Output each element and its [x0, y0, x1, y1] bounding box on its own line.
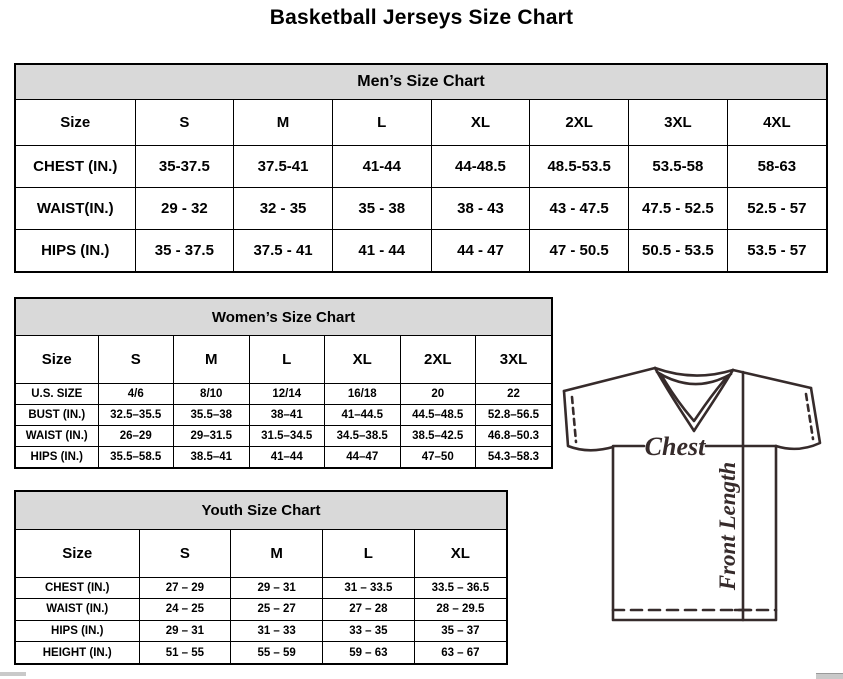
- size-cell: 25 – 27: [231, 599, 323, 621]
- size-cell: 59 – 63: [323, 642, 415, 664]
- size-cell: 29 – 31: [231, 577, 323, 599]
- size-cell: 35.5–38: [174, 404, 250, 425]
- mens-size-table: [16, 100, 826, 271]
- table-row: [16, 404, 551, 425]
- column-header: S: [139, 530, 231, 577]
- size-cell: 20: [400, 383, 476, 404]
- youth-chart-title: Youth Size Chart: [16, 492, 506, 530]
- column-header: XL: [431, 100, 530, 145]
- column-header: S: [98, 336, 174, 383]
- size-cell: 47.5 - 52.5: [629, 187, 728, 229]
- size-cell: 31 – 33.5: [323, 577, 415, 599]
- table-row: [16, 425, 551, 446]
- row-label: WAIST (IN.): [16, 425, 98, 446]
- table-row: [16, 187, 826, 229]
- size-cell: 35.5–58.5: [98, 446, 174, 467]
- column-header: S: [135, 100, 234, 145]
- chest-label: Chest: [644, 432, 706, 461]
- column-header: Size: [16, 336, 98, 383]
- size-cell: 37.5 - 41: [234, 229, 333, 271]
- column-header: M: [174, 336, 250, 383]
- column-header: L: [249, 336, 325, 383]
- size-cell: 48.5-53.5: [530, 145, 629, 187]
- table-row: [16, 229, 826, 271]
- size-cell: 44 - 47: [431, 229, 530, 271]
- size-cell: 32 - 35: [234, 187, 333, 229]
- size-cell: 27 – 29: [139, 577, 231, 599]
- size-cell: 33.5 – 36.5: [414, 577, 506, 599]
- table-row: [16, 577, 506, 599]
- table-row: [16, 145, 826, 187]
- row-label: U.S. SIZE: [16, 383, 98, 404]
- size-cell: 27 – 28: [323, 599, 415, 621]
- size-cell: 44-48.5: [431, 145, 530, 187]
- size-cell: 22: [476, 383, 552, 404]
- size-cell: 38 - 43: [431, 187, 530, 229]
- column-header-row: [16, 336, 551, 383]
- size-cell: 31 – 33: [231, 620, 323, 642]
- size-cell: 35 – 37: [414, 620, 506, 642]
- size-cell: 63 – 67: [414, 642, 506, 664]
- mens-size-chart: [14, 63, 828, 273]
- column-header-row: [16, 530, 506, 577]
- size-cell: 44.5–48.5: [400, 404, 476, 425]
- size-cell: 50.5 - 53.5: [629, 229, 728, 271]
- row-label: HIPS (IN.): [16, 620, 139, 642]
- row-label: HIPS (IN.): [16, 229, 135, 271]
- jersey-icon: [558, 358, 840, 628]
- mens-chart-title: Men’s Size Chart: [16, 65, 826, 100]
- size-cell: 35 - 37.5: [135, 229, 234, 271]
- size-cell: 41–44.5: [325, 404, 401, 425]
- size-cell: 53.5 - 57: [727, 229, 826, 271]
- size-cell: 31.5–34.5: [249, 425, 325, 446]
- size-cell: 4/6: [98, 383, 174, 404]
- size-cell: 12/14: [249, 383, 325, 404]
- size-cell: 16/18: [325, 383, 401, 404]
- size-cell: 55 – 59: [231, 642, 323, 664]
- row-label: HEIGHT (IN.): [16, 642, 139, 664]
- size-cell: 35-37.5: [135, 145, 234, 187]
- horizontal-scrollbar-fragment-left[interactable]: [0, 672, 26, 676]
- womens-size-chart: [14, 297, 553, 469]
- column-header-row: [16, 100, 826, 145]
- size-cell: 46.8–50.3: [476, 425, 552, 446]
- size-cell: 53.5-58: [629, 145, 728, 187]
- table-row: [16, 599, 506, 621]
- column-header: L: [332, 100, 431, 145]
- size-cell: 35 - 38: [332, 187, 431, 229]
- size-cell: 34.5–38.5: [325, 425, 401, 446]
- column-header: Size: [16, 530, 139, 577]
- table-row: [16, 383, 551, 404]
- size-cell: 33 – 35: [323, 620, 415, 642]
- size-cell: 32.5–35.5: [98, 404, 174, 425]
- row-label: CHEST (IN.): [16, 577, 139, 599]
- size-cell: 52.5 - 57: [727, 187, 826, 229]
- column-header: XL: [414, 530, 506, 577]
- column-header: 4XL: [727, 100, 826, 145]
- table-row: [16, 642, 506, 664]
- size-cell: 52.8–56.5: [476, 404, 552, 425]
- size-cell: 37.5-41: [234, 145, 333, 187]
- horizontal-scrollbar-fragment-right[interactable]: [816, 673, 843, 679]
- row-label: WAIST (IN.): [16, 599, 139, 621]
- column-header: M: [231, 530, 323, 577]
- size-cell: 47 - 50.5: [530, 229, 629, 271]
- size-cell: 41–44: [249, 446, 325, 467]
- table-row: [16, 446, 551, 467]
- size-cell: 38.5–41: [174, 446, 250, 467]
- size-cell: 43 - 47.5: [530, 187, 629, 229]
- size-cell: 47–50: [400, 446, 476, 467]
- size-cell: 41 - 44: [332, 229, 431, 271]
- youth-size-table: [16, 530, 506, 663]
- column-header: L: [323, 530, 415, 577]
- size-cell: 41-44: [332, 145, 431, 187]
- column-header: 3XL: [476, 336, 552, 383]
- row-label: CHEST (IN.): [16, 145, 135, 187]
- size-cell: 51 – 55: [139, 642, 231, 664]
- size-cell: 29 – 31: [139, 620, 231, 642]
- column-header: 2XL: [400, 336, 476, 383]
- column-header: 3XL: [629, 100, 728, 145]
- size-cell: 8/10: [174, 383, 250, 404]
- column-header: XL: [325, 336, 401, 383]
- youth-size-chart: [14, 490, 508, 665]
- row-label: WAIST(IN.): [16, 187, 135, 229]
- row-label: BUST (IN.): [16, 404, 98, 425]
- womens-chart-title: Women’s Size Chart: [16, 299, 551, 336]
- size-cell: 38.5–42.5: [400, 425, 476, 446]
- size-cell: 38–41: [249, 404, 325, 425]
- front-length-label: Front Length: [715, 461, 740, 591]
- table-row: [16, 620, 506, 642]
- size-cell: 44–47: [325, 446, 401, 467]
- womens-size-table: [16, 336, 551, 467]
- jersey-measurement-diagram: [558, 358, 840, 628]
- size-cell: 29 - 32: [135, 187, 234, 229]
- page-title: Basketball Jerseys Size Chart: [269, 6, 574, 29]
- column-header: Size: [16, 100, 135, 145]
- size-cell: 29–31.5: [174, 425, 250, 446]
- row-label: HIPS (IN.): [16, 446, 98, 467]
- size-cell: 26–29: [98, 425, 174, 446]
- column-header: 2XL: [530, 100, 629, 145]
- size-cell: 54.3–58.3: [476, 446, 552, 467]
- size-cell: 28 – 29.5: [414, 599, 506, 621]
- size-cell: 24 – 25: [139, 599, 231, 621]
- column-header: M: [234, 100, 333, 145]
- size-cell: 58-63: [727, 145, 826, 187]
